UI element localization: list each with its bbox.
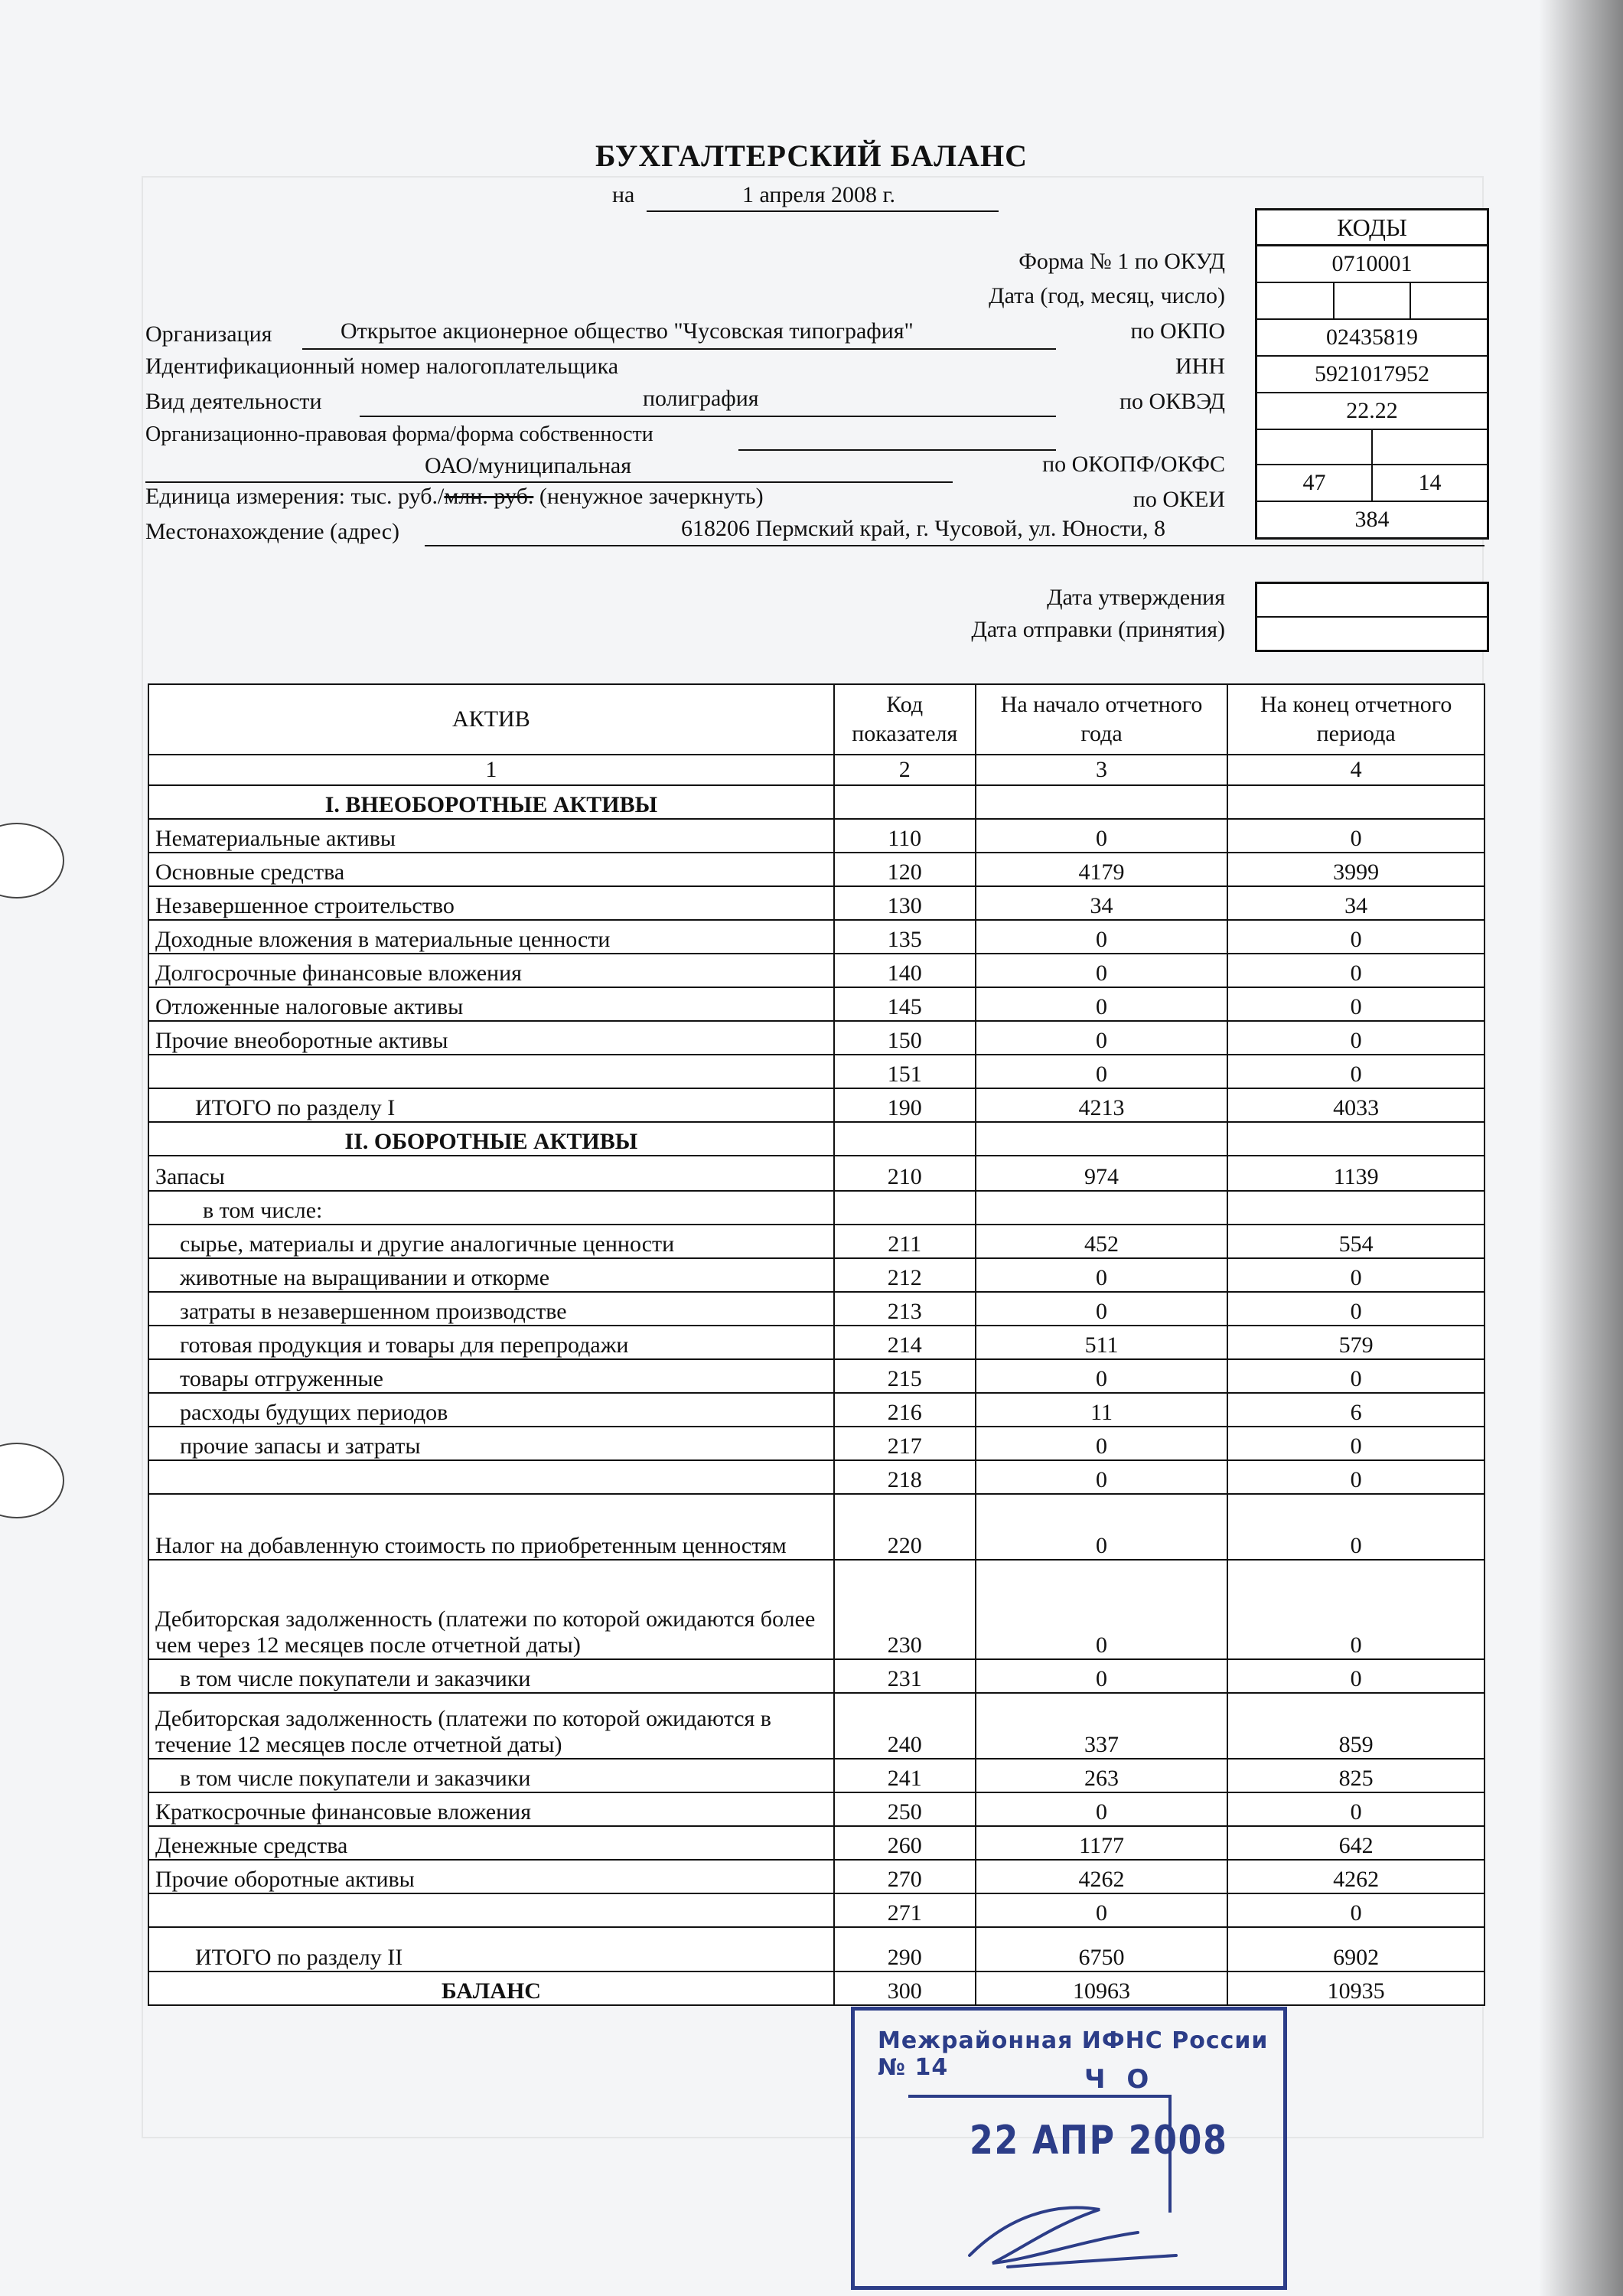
row-end: 0: [1227, 1560, 1484, 1659]
inn-row-label: Идентификационный номер налогоплательщика: [145, 354, 619, 379]
table-row: [148, 1427, 1484, 1460]
code-inn: 5921017952: [1257, 357, 1487, 393]
code-date: [1257, 283, 1487, 320]
row-start: 0: [976, 987, 1228, 1021]
row-start: 974: [976, 1156, 1228, 1191]
approval-label: Дата утверждения: [1047, 585, 1225, 610]
row-name: Денежные средства: [148, 1826, 834, 1860]
row-end: 0: [1227, 920, 1484, 954]
row-code: 217: [834, 1427, 976, 1460]
row-code: 110: [834, 819, 976, 853]
row-start: 0: [976, 1021, 1228, 1055]
row-end: 1139: [1227, 1156, 1484, 1191]
row-start: 4213: [976, 1088, 1228, 1122]
row-end: 0: [1227, 1427, 1484, 1460]
table-row: [148, 987, 1484, 1021]
date-code-label: Дата (год, месяц, число): [989, 283, 1225, 308]
activity-underline: [360, 416, 1056, 417]
row-end: 0: [1227, 1359, 1484, 1393]
row-end: 579: [1227, 1326, 1484, 1359]
legal-form-underline: [738, 449, 1056, 451]
row-code: 190: [834, 1088, 976, 1122]
code-okud: 0710001: [1257, 246, 1487, 283]
table-row: [148, 1021, 1484, 1055]
row-end: 0: [1227, 1460, 1484, 1494]
row-end: [1227, 1191, 1484, 1225]
row-code: 213: [834, 1292, 976, 1326]
row-end: 10935: [1227, 1971, 1484, 2005]
report-date: 1 апреля 2008 г.: [742, 182, 895, 207]
code-okei: 384: [1354, 507, 1390, 532]
table-row: [148, 1225, 1484, 1258]
row-code: 130: [834, 886, 976, 920]
address-value: 618206 Пермский край, г. Чусовой, ул. Юности, 8: [681, 516, 1165, 541]
row-name: Налог на добавленную стоимость по приобретенным ценностям: [148, 1494, 834, 1560]
row-code: 216: [834, 1393, 976, 1427]
row-code: [834, 1191, 976, 1225]
row-name: Долгосрочные финансовые вложения: [148, 954, 834, 987]
activity-label: Вид деятельности: [145, 389, 322, 414]
row-code: 145: [834, 987, 976, 1021]
document-title: БУХГАЛТЕРСКИЙ БАЛАНС: [595, 139, 1028, 173]
date-underline: [647, 210, 999, 212]
row-start: 0: [976, 954, 1228, 987]
row-name: Основные средства: [148, 853, 834, 886]
code-okved: 22.22: [1257, 393, 1487, 430]
row-start: 452: [976, 1225, 1228, 1258]
row-end: 0: [1227, 1659, 1484, 1693]
stamp-office: Межрайонная ИФНС России № 14: [878, 2027, 1269, 2081]
row-end: 859: [1227, 1693, 1484, 1759]
row-code: 218: [834, 1460, 976, 1494]
row-name: в том числе:: [148, 1191, 834, 1225]
table-row: [148, 1156, 1484, 1191]
row-end: 0: [1227, 1021, 1484, 1055]
table-row: [148, 886, 1484, 920]
row-name: Нематериальные активы: [148, 819, 834, 853]
codes-heading: КОДЫ: [1257, 210, 1487, 246]
col-num-4: 4: [1227, 755, 1484, 785]
table-row: [148, 1927, 1484, 1971]
row-end: 6: [1227, 1393, 1484, 1427]
table-number-row: [148, 755, 1484, 785]
header-start: На начало отчетного года: [976, 684, 1228, 755]
row-name: [148, 1055, 834, 1088]
row-name: затраты в незавершенном производстве: [148, 1292, 834, 1326]
unit-prefix: Единица измерения: тыс. руб./: [145, 484, 445, 509]
row-name: Незавершенное строительство: [148, 886, 834, 920]
row-end: 0: [1227, 987, 1484, 1021]
row-code: 214: [834, 1326, 976, 1359]
row-end: 4033: [1227, 1088, 1484, 1122]
row-code: 230: [834, 1560, 976, 1659]
row-end: 825: [1227, 1759, 1484, 1792]
legal-form-value: ОАО/муниципальная: [425, 453, 631, 478]
row-name: Дебиторская задолженность (платежи по которой ожидаются более чем через 12 месяцев после отчетной даты): [148, 1560, 834, 1659]
row-start: 0: [976, 1792, 1228, 1826]
row-name: Отложенные налоговые активы: [148, 987, 834, 1021]
stamp-date: 22 АПР 2008: [970, 2118, 1228, 2164]
row-code: 271: [834, 1893, 976, 1927]
row-code: 270: [834, 1860, 976, 1893]
org-underline: [302, 348, 1056, 350]
row-code: 120: [834, 853, 976, 886]
row-name: БАЛАНС: [148, 1971, 834, 2005]
unit-suffix: (ненужное зачеркнуть): [533, 484, 764, 509]
table-row: [148, 1088, 1484, 1122]
okved-label: по ОКВЭД: [1119, 389, 1225, 414]
row-start: 0: [976, 1494, 1228, 1560]
code-blank: [1257, 430, 1487, 465]
row-end: 0: [1227, 1792, 1484, 1826]
table-row: [148, 1860, 1484, 1893]
signature-scribble: [962, 2187, 1191, 2278]
row-name: Прочие оборотные активы: [148, 1860, 834, 1893]
row-start: 0: [976, 1560, 1228, 1659]
okopf-label: по ОКОПФ/ОКФС: [1042, 452, 1225, 477]
table-row: [148, 1326, 1484, 1359]
row-start: 0: [976, 1292, 1228, 1326]
row-start: 0: [976, 1460, 1228, 1494]
row-name: Прочие внеоборотные активы: [148, 1021, 834, 1055]
row-start: 10963: [976, 1971, 1228, 2005]
row-name: Краткосрочные финансовые вложения: [148, 1792, 834, 1826]
row-name: ИТОГО по разделу II: [148, 1927, 834, 1971]
row-code: 210: [834, 1156, 976, 1191]
table-row: [148, 1893, 1484, 1927]
row-code: 250: [834, 1792, 976, 1826]
section-title: I. ВНЕОБОРОТНЫЕ АКТИВЫ: [148, 785, 834, 819]
org-name: Открытое акционерное общество "Чусовская типография": [341, 318, 914, 344]
row-code: 150: [834, 1021, 976, 1055]
row-end: 0: [1227, 1258, 1484, 1292]
row-end: 0: [1227, 1055, 1484, 1088]
address-label: Местонахождение (адрес): [145, 519, 400, 544]
row-start: 0: [976, 1258, 1228, 1292]
row-code: 151: [834, 1055, 976, 1088]
row-name: сырье, материалы и другие аналогичные ценности: [148, 1225, 834, 1258]
col-num-2: 2: [834, 755, 976, 785]
row-name: в том числе покупатели и заказчики: [148, 1659, 834, 1693]
row-name: готовая продукция и товары для перепродажи: [148, 1326, 834, 1359]
row-name: Дебиторская задолженность (платежи по которой ожидаются в течение 12 месяцев после отчетной даты): [148, 1693, 834, 1759]
row-end: 0: [1227, 954, 1484, 987]
row-start: 4262: [976, 1860, 1228, 1893]
row-start: 0: [976, 1359, 1228, 1393]
row-code: 300: [834, 1971, 976, 2005]
row-start: 11: [976, 1393, 1228, 1427]
table-row: [148, 1759, 1484, 1792]
approval-date-cell: [1257, 584, 1487, 618]
table-header-row: [148, 684, 1484, 755]
legal-form-value-underline: [145, 481, 953, 483]
header-asset: АКТИВ: [148, 684, 834, 755]
dates-box: [1255, 582, 1489, 652]
row-code: 290: [834, 1927, 976, 1971]
row-name: в том числе покупатели и заказчики: [148, 1759, 834, 1792]
code-okpo: 02435819: [1257, 320, 1487, 357]
header-code: Код показателя: [834, 684, 976, 755]
row-end: 6902: [1227, 1927, 1484, 1971]
row-start: 0: [976, 819, 1228, 853]
row-name: расходы будущих периодов: [148, 1393, 834, 1427]
col-num-1: 1: [148, 755, 834, 785]
legal-form-label: Организационно-правовая форма/форма собственности: [145, 422, 653, 446]
row-code: 260: [834, 1826, 976, 1860]
row-end: 0: [1227, 1292, 1484, 1326]
okei-label: по ОКЕИ: [1133, 487, 1225, 512]
codes-box: [1255, 208, 1489, 540]
table-row: [148, 1792, 1484, 1826]
row-name: [148, 1893, 834, 1927]
table-row: [148, 1393, 1484, 1427]
table-row: [148, 1693, 1484, 1759]
tax-office-stamp: [851, 2007, 1287, 2290]
row-end: 0: [1227, 819, 1484, 853]
row-end: 3999: [1227, 853, 1484, 886]
table-row: [148, 1055, 1484, 1088]
activity-value: полиграфия: [643, 386, 759, 411]
row-code: 212: [834, 1258, 976, 1292]
row-start: [976, 1191, 1228, 1225]
table-row: [148, 954, 1484, 987]
row-end: 34: [1227, 886, 1484, 920]
row-name: товары отгруженные: [148, 1359, 834, 1393]
unit-strike: млн. руб.: [444, 484, 534, 509]
table-row: [148, 1494, 1484, 1560]
row-name: [148, 1460, 834, 1494]
row-end: 0: [1227, 1494, 1484, 1560]
table-row: [148, 853, 1484, 886]
sent-label: Дата отправки (принятия): [971, 617, 1225, 642]
table-row: [148, 1560, 1484, 1659]
section-title: II. ОБОРОТНЫЕ АКТИВЫ: [148, 1122, 834, 1156]
stamp-code: Ч О: [1084, 2064, 1155, 2095]
okpo-label: по ОКПО: [1130, 318, 1225, 344]
row-start: 1177: [976, 1826, 1228, 1860]
table-row: [148, 920, 1484, 954]
table-row: [148, 1971, 1484, 2005]
row-end: 642: [1227, 1826, 1484, 1860]
row-start: 337: [976, 1693, 1228, 1759]
row-start: 34: [976, 886, 1228, 920]
date-prefix: на: [612, 182, 635, 207]
row-end: 554: [1227, 1225, 1484, 1258]
punch-hole-top: [0, 823, 64, 899]
row-code: 241: [834, 1759, 976, 1792]
row-start: 263: [976, 1759, 1228, 1792]
row-code: 220: [834, 1494, 976, 1560]
org-label: Организация: [145, 321, 272, 347]
row-code: 240: [834, 1693, 976, 1759]
row-name: животные на выращивании и откорме: [148, 1258, 834, 1292]
header-end: На конец отчетного периода: [1227, 684, 1484, 755]
row-name: Запасы: [148, 1156, 834, 1191]
row-code: 135: [834, 920, 976, 954]
table-row: [148, 1258, 1484, 1292]
row-end: 0: [1227, 1893, 1484, 1927]
address-underline: [425, 545, 1484, 546]
scan-shadow-edge: [1539, 0, 1623, 2296]
table-row: [148, 1359, 1484, 1393]
table-row: [148, 1826, 1484, 1860]
row-start: 511: [976, 1326, 1228, 1359]
row-name: прочие запасы и затраты: [148, 1427, 834, 1460]
row-code: 215: [834, 1359, 976, 1393]
row-name: Доходные вложения в материальные ценности: [148, 920, 834, 954]
unit-line: [145, 484, 764, 510]
inn-label: ИНН: [1175, 354, 1225, 379]
row-code: 211: [834, 1225, 976, 1258]
table-row: [148, 1292, 1484, 1326]
row-start: 0: [976, 1893, 1228, 1927]
row-start: 6750: [976, 1927, 1228, 1971]
row-start: 0: [976, 1427, 1228, 1460]
code-okopf-okfs: [1257, 465, 1487, 502]
row-code: 231: [834, 1659, 976, 1693]
table-row: [148, 1659, 1484, 1693]
code-okfs: 14: [1418, 470, 1442, 495]
table-row: [148, 819, 1484, 853]
row-code: 140: [834, 954, 976, 987]
table-row: [148, 1460, 1484, 1494]
row-end: 4262: [1227, 1860, 1484, 1893]
table-row: [148, 1191, 1484, 1225]
row-start: 0: [976, 920, 1228, 954]
section-row: [148, 785, 1484, 819]
code-okopf: 47: [1257, 465, 1373, 501]
sent-date-cell: [1257, 618, 1487, 650]
row-start: 0: [976, 1055, 1228, 1088]
row-start: 0: [976, 1659, 1228, 1693]
row-name: ИТОГО по разделу I: [148, 1088, 834, 1122]
okud-label: Форма № 1 по ОКУД: [1018, 249, 1225, 274]
section-row: [148, 1122, 1484, 1156]
punch-hole-bottom: [0, 1443, 64, 1518]
col-num-3: 3: [976, 755, 1228, 785]
row-start: 4179: [976, 853, 1228, 886]
balance-table: [148, 683, 1485, 2006]
